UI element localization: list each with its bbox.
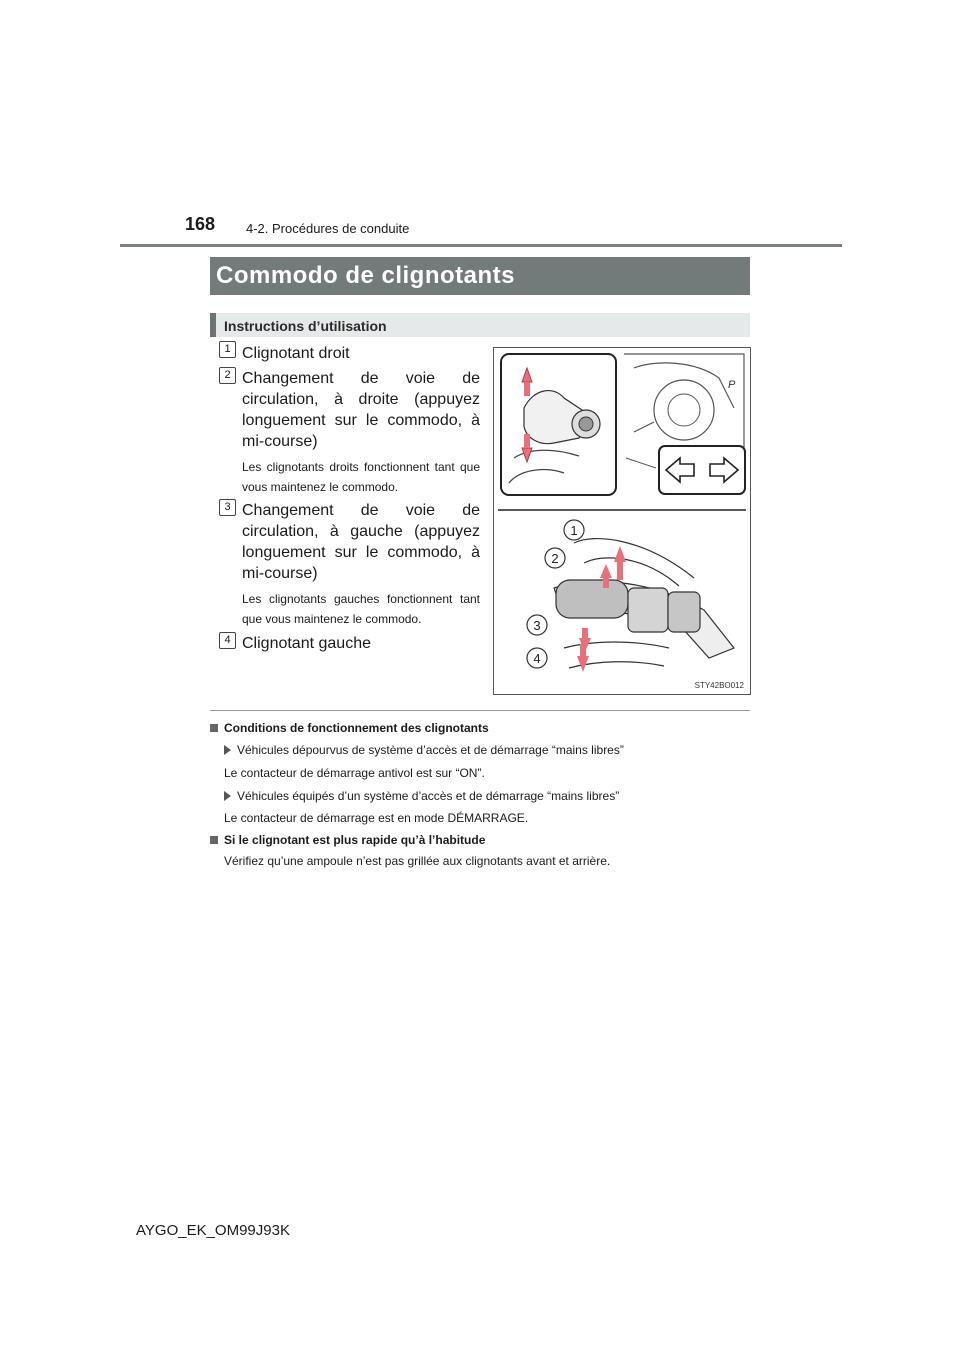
callout-2-label: 2 xyxy=(551,551,559,566)
item-number-3: 3 xyxy=(219,499,236,516)
item-number-2: 2 xyxy=(219,367,236,384)
header-rule xyxy=(120,244,842,247)
item-2-text: Changement de voie de circulation, à droite (appuyez longuement sur le commodo, à mi-course) xyxy=(242,370,480,450)
callout-1-label: 1 xyxy=(570,523,578,538)
svg-text:P: P xyxy=(728,379,736,391)
case-1-text: Le contacteur de démarrage antivol est sur “ON”. xyxy=(224,766,485,780)
item-2-note: Les clignotants droits fonctionnent tant que vous maintenez le commodo. xyxy=(242,460,480,494)
item-4-text: Clignotant gauche xyxy=(242,635,371,652)
item-3-note: Les clignotants gauches fonctionnent tant que vous maintenez le commodo. xyxy=(242,592,480,626)
item-1-text: Clignotant droit xyxy=(242,345,350,362)
case-1-heading: Véhicules dépourvus de système d’accès et de démarrage “mains libres” xyxy=(224,743,624,757)
turn-signal-illustration xyxy=(494,348,750,694)
triangle-bullet-icon xyxy=(224,745,231,755)
notes-rule xyxy=(210,710,750,711)
lever-stalk xyxy=(556,580,628,618)
turn-signal-figure xyxy=(493,347,751,695)
item-3-text: Changement de voie de circulation, à gauche (appuyez longuement sur le commodo, à mi-course) xyxy=(242,502,480,582)
case-2-text: Le contacteur de démarrage est en mode DÉMARRAGE. xyxy=(224,811,529,825)
section-title: 4-2. Procédures de conduite xyxy=(246,221,410,236)
conditions-heading: Conditions de fonctionnement des clignotants xyxy=(210,721,489,735)
page-number: 168 xyxy=(185,214,216,234)
fast-text: Vérifiez qu’une ampoule n’est pas grillée aux clignotants avant et arrière. xyxy=(224,854,611,868)
callout-3-label: 3 xyxy=(533,618,541,633)
lever-arrow-2-icon xyxy=(600,564,612,578)
triangle-bullet-icon xyxy=(224,791,231,801)
footer-code: AYGO_EK_OM99J93K xyxy=(136,1222,290,1239)
item-number-1: 1 xyxy=(219,341,236,358)
item-number-4: 4 xyxy=(219,632,236,649)
square-bullet-icon xyxy=(210,724,218,732)
subheading: Instructions d’utilisation xyxy=(224,318,387,334)
subheading-marker xyxy=(210,313,216,337)
figure-code: STY42BO012 xyxy=(694,681,744,690)
callout-4-label: 4 xyxy=(533,651,541,666)
page-title: Commodo de clignotants xyxy=(216,262,515,289)
lever-arrow-1-icon xyxy=(614,546,626,562)
case-2-heading: Véhicules équipés d’un système d’accès et de démarrage “mains libres” xyxy=(224,789,619,803)
square-bullet-icon xyxy=(210,836,218,844)
fast-heading: Si le clignotant est plus rapide qu’à l’habitude xyxy=(210,833,485,847)
